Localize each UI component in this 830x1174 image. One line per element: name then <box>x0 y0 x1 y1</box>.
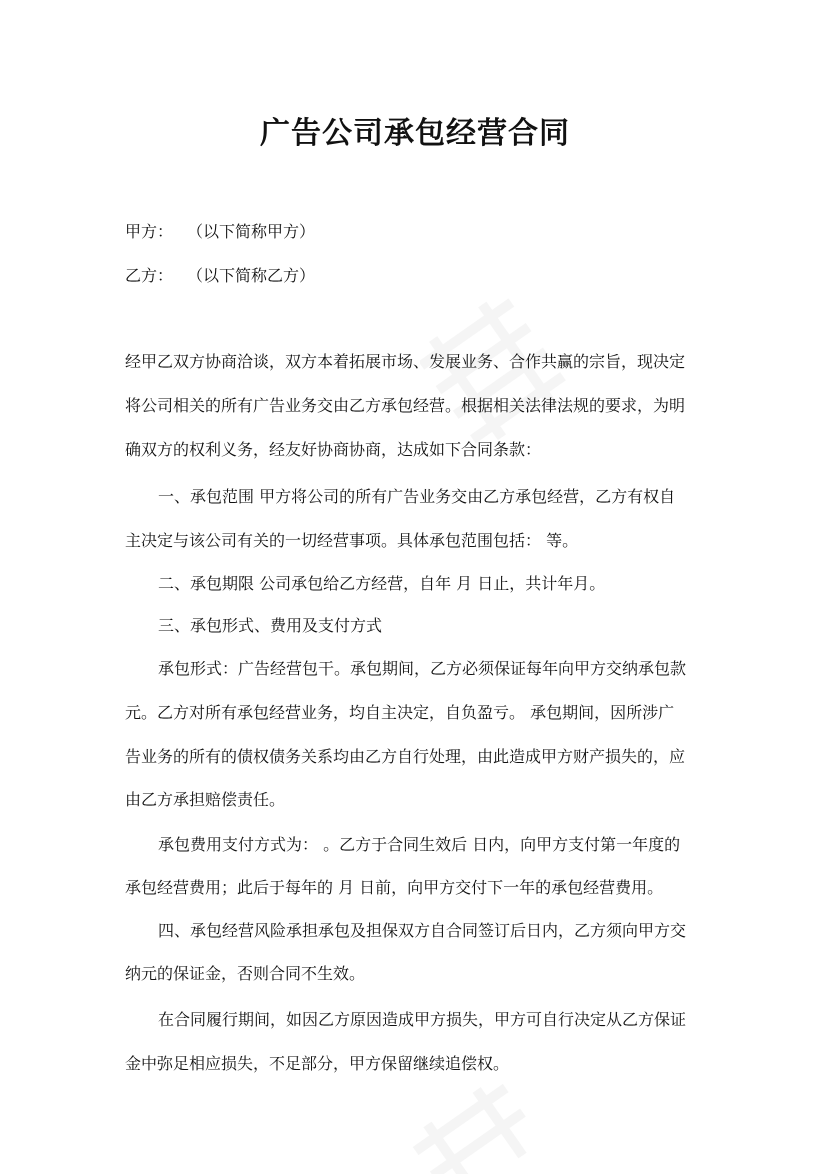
document-title: 广告公司承包经营合同 <box>260 116 570 151</box>
body-line: 将公司相关的所有广告业务交由乙方承包经营。根据相关法律法规的要求，为明 <box>125 396 686 415</box>
body-line: 纳元的保证金，否则合同不生效。 <box>125 964 366 983</box>
body-line: 承包经营费用；此后于每年的 月 日前，向甲方交付下一年的承包经营费用。 <box>125 878 664 897</box>
clause-heading-form: 三、承包形式、费用及支付方式 <box>158 616 383 635</box>
party-b-label: 乙方： <box>125 266 174 285</box>
body-line: 在合同履行期间，如因乙方原因造成甲方损失，甲方可自行决定从乙方保证 <box>158 1010 687 1029</box>
party-b-note: （以下简称乙方） <box>195 266 316 285</box>
party-b <box>125 264 315 288</box>
watermark-mark-lower <box>400 1080 550 1174</box>
clause-heading-scope: 一、承包范围 甲方将公司的所有广告业务交由乙方承包经营，乙方有权自 <box>158 487 676 506</box>
body-line: 由乙方承担赔偿责任。 <box>125 790 286 809</box>
clause-heading-risk: 四、承包经营风险承担承包及担保双方自合同签订后日内，乙方须向甲方交 <box>158 921 687 940</box>
body-line: 金中弥足相应损失，不足部分，甲方保留继续追偿权。 <box>125 1054 510 1073</box>
body-line: 主决定与该公司有关的一切经营事项。具体承包范围包括： 等。 <box>125 531 579 550</box>
party-a <box>125 220 315 244</box>
body-line: 告业务的所有的债权债务关系均由乙方自行处理，由此造成甲方财产损失的，应 <box>125 747 686 766</box>
body-line: 承包费用支付方式为： 。乙方于合同生效后 日内，向甲方支付第一年度的 <box>158 835 681 854</box>
body-line: 承包形式：广告经营包干。承包期间，乙方必须保证每年向甲方交纳承包款 <box>158 659 687 678</box>
body-line: 经甲乙双方协商洽谈，双方本着拓展市场、发展业务、合作共赢的宗旨，现决定 <box>125 352 686 371</box>
party-a-note: （以下简称甲方） <box>195 222 316 241</box>
party-a-label: 甲方： <box>125 222 174 241</box>
body-line: 元。乙方对所有承包经营业务，均自主决定，自负盈亏。 承包期间，因所涉广 <box>125 703 675 722</box>
clause-heading-term: 二、承包期限 公司承包给乙方经营，自年 月 日止，共计年月。 <box>158 574 606 593</box>
watermark-mark-upper <box>420 290 570 460</box>
body-line: 确双方的权利义务，经友好协商协商，达成如下合同条款： <box>125 440 542 459</box>
